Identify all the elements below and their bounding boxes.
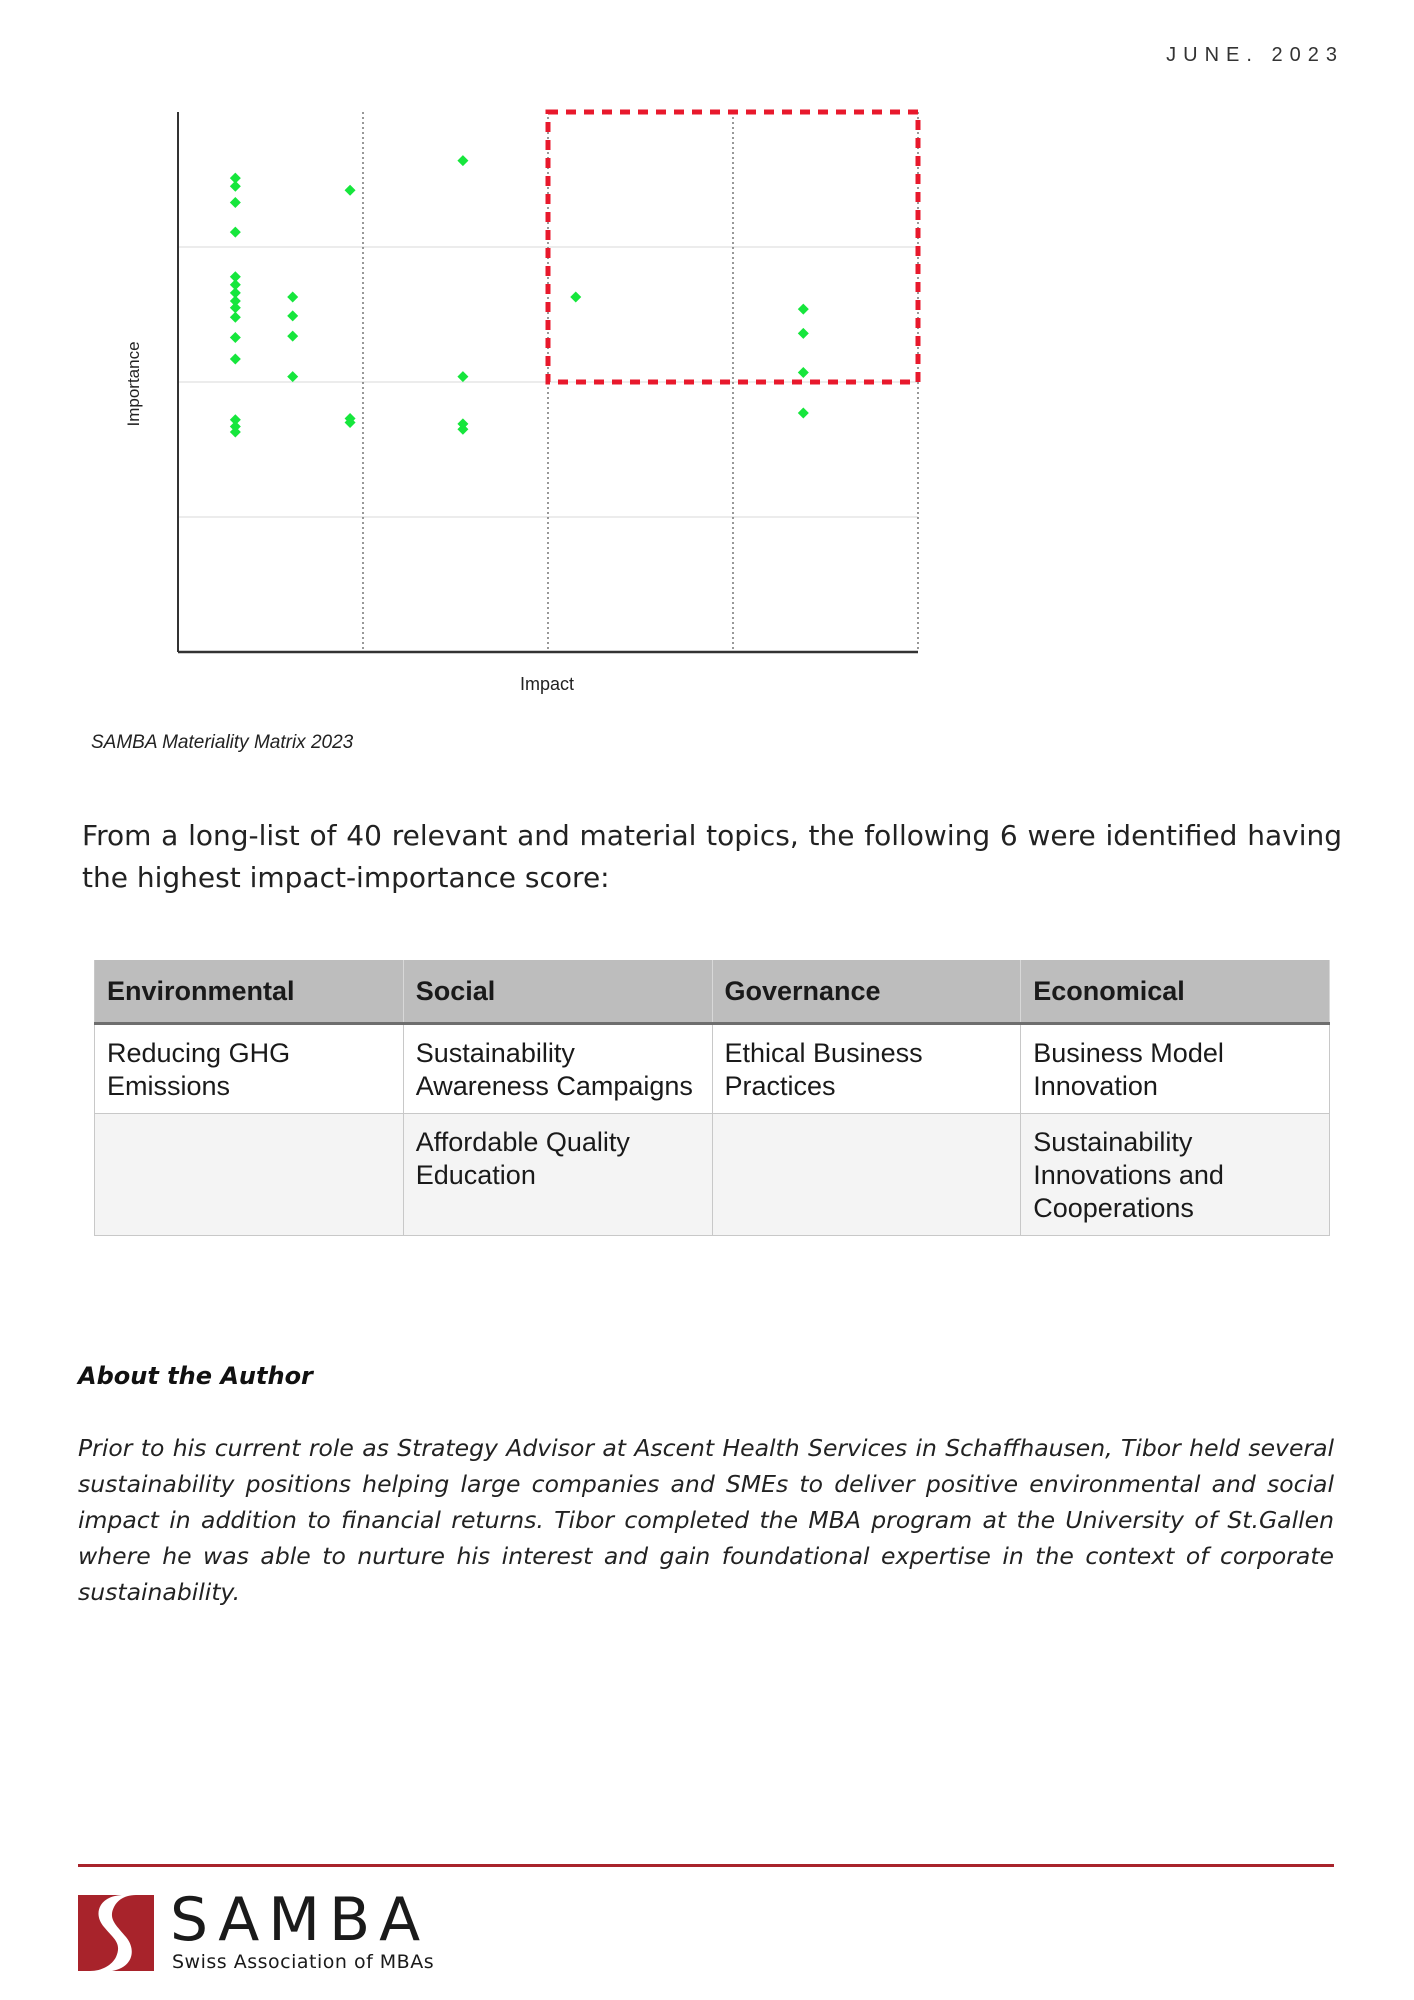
table-cell: Reducing GHG Emissions	[95, 1024, 404, 1114]
data-point	[798, 328, 809, 339]
data-point	[230, 227, 241, 238]
data-point	[287, 291, 298, 302]
table-cell: Ethical Business Practices	[712, 1024, 1021, 1114]
table-header-row	[95, 960, 1330, 1024]
data-point	[230, 302, 241, 313]
header-social: Social	[403, 960, 712, 1024]
data-point	[798, 367, 809, 378]
issue-date: JUNE. 2023	[1166, 44, 1344, 66]
header-governance: Governance	[712, 960, 1021, 1024]
intro-paragraph: From a long-list of 40 relevant and material topics, the following 6 were identified having the highest impact-importance score:	[82, 819, 1342, 894]
chart-points	[230, 155, 809, 437]
table-cell	[95, 1114, 404, 1236]
table-cell: Sustainability Innovations and Cooperations	[1021, 1114, 1330, 1236]
topics-table	[94, 960, 1330, 1236]
samba-logo-mark-icon	[78, 1893, 156, 1973]
header-economical: Economical	[1021, 960, 1330, 1024]
y-axis-label: Importance	[124, 341, 143, 427]
logo-wordmark: SAMBA	[170, 1885, 430, 1955]
data-point	[457, 155, 468, 166]
data-point	[230, 312, 241, 323]
table-cell: Business Model Innovation	[1021, 1024, 1330, 1114]
data-point	[230, 332, 241, 343]
data-point	[798, 304, 809, 315]
logo-tagline: Swiss Association of MBAs	[172, 1951, 435, 1973]
data-point	[230, 181, 241, 192]
data-point	[457, 371, 468, 382]
table-cell: Sustainability Awareness Campaigns	[403, 1024, 712, 1114]
materiality-matrix-chart	[110, 100, 950, 710]
table-cell: Affordable Quality Education	[403, 1114, 712, 1236]
data-point	[287, 331, 298, 342]
table-row	[95, 1114, 1330, 1236]
data-point	[230, 197, 241, 208]
data-point	[798, 408, 809, 419]
data-point	[287, 310, 298, 321]
samba-logo	[78, 1885, 498, 1978]
about-author-heading: About the Author	[78, 1362, 313, 1390]
data-point	[345, 185, 356, 196]
table-cell	[712, 1114, 1021, 1236]
chart-caption: SAMBA Materiality Matrix 2023	[91, 732, 354, 753]
data-point	[570, 291, 581, 302]
about-author-text: Prior to his current role as Strategy Advisor at Ascent Health Services in Schaffhausen, Tibor held several sustainability positions helping large companies and SMEs to deliver positive environmental and social impact in addition to financial returns. Tibor completed the MBA program at the University of St.Gallen where he was able to nurture his interest and gain foundational expertise in the context of corporate sustainability.	[78, 1434, 1334, 1606]
data-point	[287, 371, 298, 382]
table-row	[95, 1024, 1330, 1114]
footer-divider	[78, 1864, 1334, 1867]
header-environmental: Environmental	[95, 960, 404, 1024]
x-axis-label: Impact	[519, 674, 575, 694]
data-point	[230, 354, 241, 365]
